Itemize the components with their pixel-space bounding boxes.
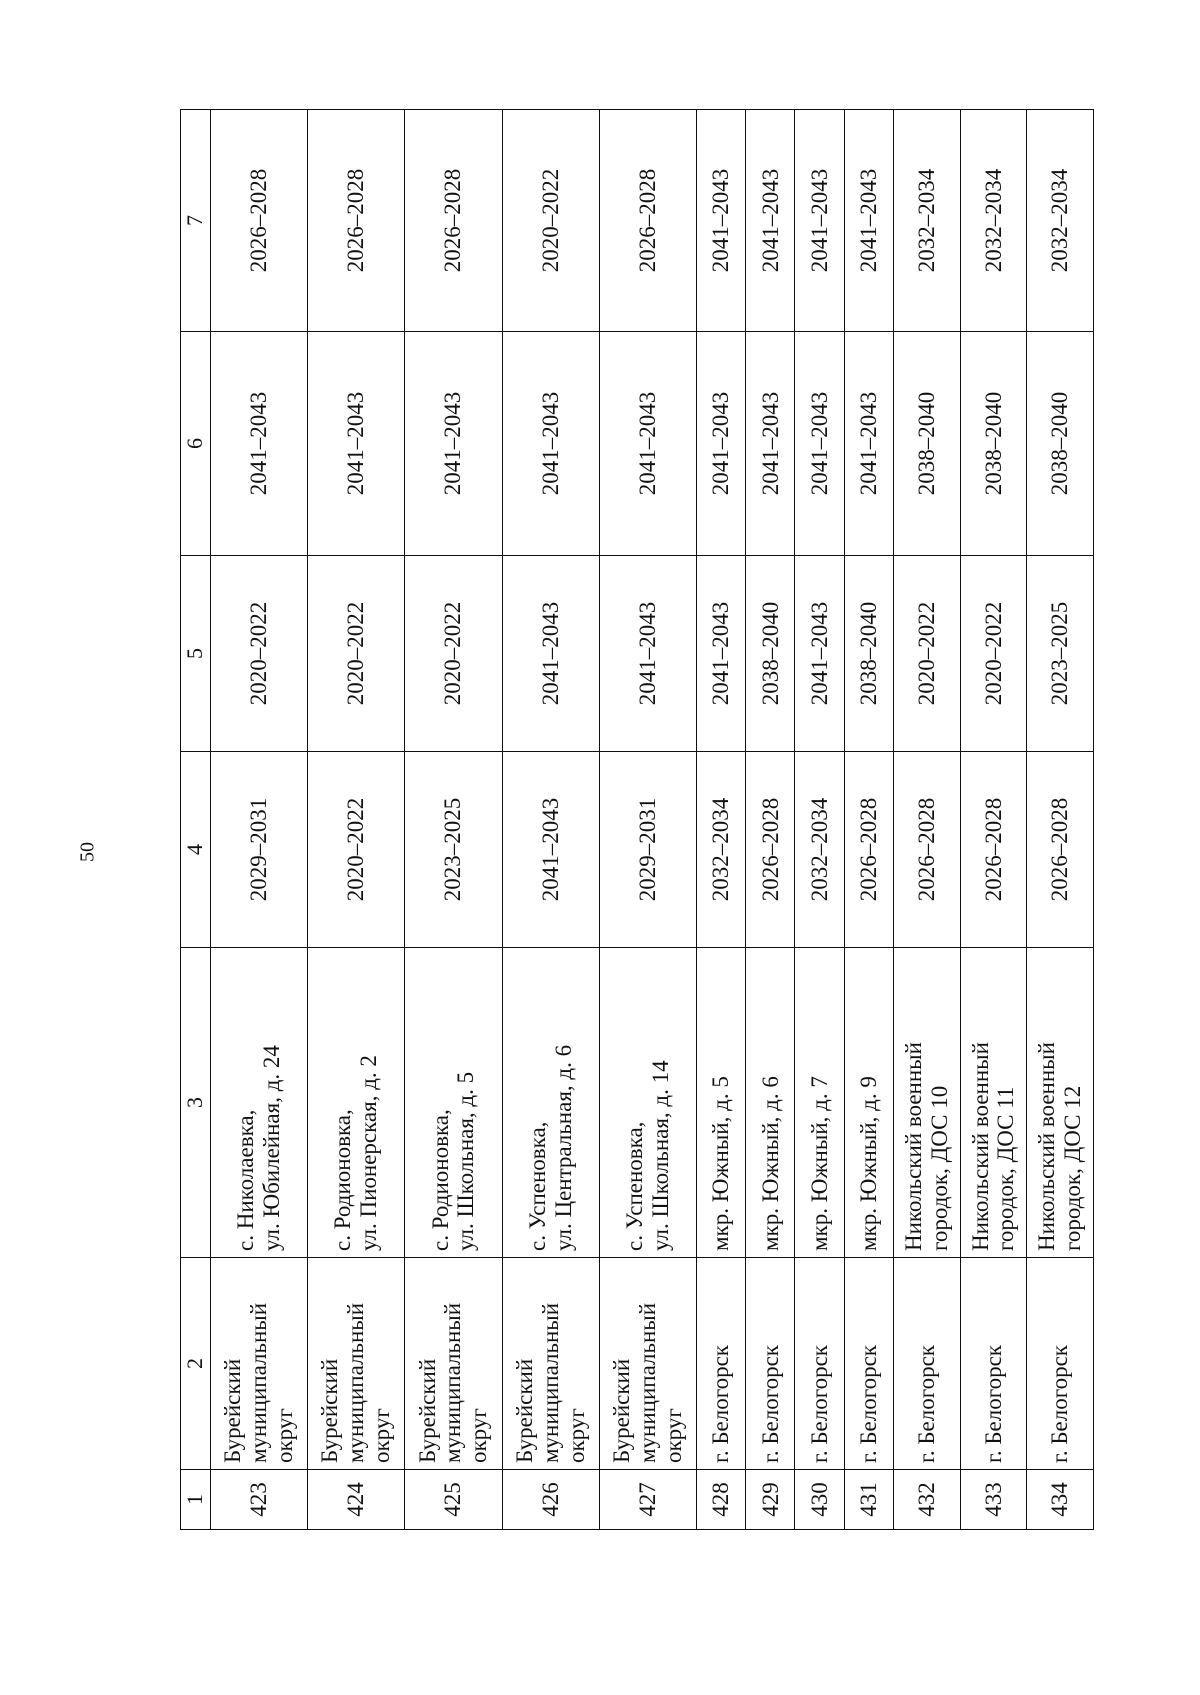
row-number: 431 xyxy=(844,1470,893,1530)
table-row xyxy=(502,110,599,1530)
period-cell-col7: 2032–2034 xyxy=(1027,110,1094,332)
period-cell-col7: 2041–2043 xyxy=(697,110,746,332)
period-cell-col5: 2038–2040 xyxy=(844,556,893,752)
column-number: 5 xyxy=(181,556,211,752)
table-row xyxy=(960,110,1027,1530)
district-cell: Бурейский муниципальный округ xyxy=(307,1258,404,1470)
period-cell-col4: 2023–2025 xyxy=(405,752,502,948)
table-container xyxy=(180,110,1094,1530)
period-cell-col4: 2029–2031 xyxy=(210,752,307,948)
period-cell-col7: 2026–2028 xyxy=(405,110,502,332)
address-cell xyxy=(1027,948,1094,1258)
address-line: мкр. Южный, д. 7 xyxy=(806,1076,832,1251)
row-number: 427 xyxy=(599,1470,696,1530)
address-cell xyxy=(210,948,307,1258)
district-cell: г. Белогорск xyxy=(697,1258,746,1470)
period-cell-col5: 2020–2022 xyxy=(893,556,960,752)
district-cell: Бурейский муниципальный округ xyxy=(502,1258,599,1470)
row-number: 428 xyxy=(697,1470,746,1530)
address-line: Никольский военный xyxy=(1034,1042,1060,1251)
district-cell: г. Белогорск xyxy=(746,1258,795,1470)
period-cell-col4: 2026–2028 xyxy=(746,752,795,948)
period-cell-col7: 2026–2028 xyxy=(210,110,307,332)
row-number: 424 xyxy=(307,1470,404,1530)
period-cell-col5: 2041–2043 xyxy=(599,556,696,752)
address-line: Никольский военный xyxy=(967,1042,993,1251)
column-number-row xyxy=(181,110,211,1530)
address-line: городок, ДОС 11 xyxy=(993,1086,1019,1251)
row-number: 423 xyxy=(210,1470,307,1530)
row-number: 434 xyxy=(1027,1470,1094,1530)
address-line: городок, ДОС 10 xyxy=(926,1085,952,1251)
period-cell-col6: 2041–2043 xyxy=(210,332,307,556)
address-line: с. Успеновка, xyxy=(622,1121,648,1251)
period-cell-col7: 2032–2034 xyxy=(893,110,960,332)
address-cell xyxy=(307,948,404,1258)
address-line: мкр. Южный, д. 5 xyxy=(708,1076,734,1251)
district-cell: Бурейский муниципальный округ xyxy=(405,1258,502,1470)
address-line: городок, ДОС 12 xyxy=(1060,1085,1086,1251)
period-cell-col6: 2041–2043 xyxy=(502,332,599,556)
address-line: ул. Школьная, д. 5 xyxy=(453,1071,479,1251)
column-number: 3 xyxy=(181,948,211,1258)
row-number: 432 xyxy=(893,1470,960,1530)
period-cell-col6: 2041–2043 xyxy=(405,332,502,556)
period-cell-col5: 2023–2025 xyxy=(1027,556,1094,752)
address-line: с. Успеновка, xyxy=(524,1121,550,1251)
schedule-table xyxy=(180,109,1094,1530)
column-number: 1 xyxy=(181,1470,211,1530)
address-cell xyxy=(893,948,960,1258)
period-cell-col4: 2029–2031 xyxy=(599,752,696,948)
address-line: с. Родионовка, xyxy=(427,1109,453,1251)
period-cell-col5: 2020–2022 xyxy=(210,556,307,752)
address-line: ул. Юбилейная, д. 24 xyxy=(258,1045,284,1251)
row-number: 426 xyxy=(502,1470,599,1530)
page-number: 50 xyxy=(76,842,99,862)
address-line: мкр. Южный, д. 6 xyxy=(757,1076,783,1251)
period-cell-col4: 2026–2028 xyxy=(893,752,960,948)
period-cell-col4: 2026–2028 xyxy=(844,752,893,948)
row-number: 433 xyxy=(960,1470,1027,1530)
period-cell-col6: 2041–2043 xyxy=(307,332,404,556)
address-line: с. Родионовка, xyxy=(330,1109,356,1251)
table-row xyxy=(844,110,893,1530)
table-row xyxy=(210,110,307,1530)
district-cell: г. Белогорск xyxy=(844,1258,893,1470)
row-number: 430 xyxy=(795,1470,844,1530)
period-cell-col7: 2041–2043 xyxy=(844,110,893,332)
column-number: 6 xyxy=(181,332,211,556)
district-cell: г. Белогорск xyxy=(1027,1258,1094,1470)
period-cell-col4: 2026–2028 xyxy=(1027,752,1094,948)
period-cell-col5: 2020–2022 xyxy=(960,556,1027,752)
period-cell-col5: 2041–2043 xyxy=(697,556,746,752)
period-cell-col7: 2041–2043 xyxy=(746,110,795,332)
table-row xyxy=(307,110,404,1530)
district-cell: Бурейский муниципальный округ xyxy=(210,1258,307,1470)
period-cell-col6: 2038–2040 xyxy=(960,332,1027,556)
district-cell: г. Белогорск xyxy=(795,1258,844,1470)
address-line: ул. Центральная, д. 6 xyxy=(550,1044,576,1251)
address-line: ул. Школьная, д. 14 xyxy=(647,1060,673,1251)
period-cell-col6: 2041–2043 xyxy=(599,332,696,556)
table-row xyxy=(405,110,502,1530)
address-cell xyxy=(599,948,696,1258)
address-line: с. Николаевка, xyxy=(233,1109,259,1251)
period-cell-col5: 2020–2022 xyxy=(405,556,502,752)
period-cell-col7: 2041–2043 xyxy=(795,110,844,332)
address-cell xyxy=(405,948,502,1258)
period-cell-col6: 2041–2043 xyxy=(746,332,795,556)
period-cell-col4: 2026–2028 xyxy=(960,752,1027,948)
row-number: 429 xyxy=(746,1470,795,1530)
period-cell-col4: 2032–2034 xyxy=(795,752,844,948)
column-number: 4 xyxy=(181,752,211,948)
period-cell-col5: 2041–2043 xyxy=(795,556,844,752)
period-cell-col7: 2026–2028 xyxy=(307,110,404,332)
period-cell-col4: 2020–2022 xyxy=(307,752,404,948)
period-cell-col7: 2032–2034 xyxy=(960,110,1027,332)
table-row xyxy=(893,110,960,1530)
period-cell-col4: 2032–2034 xyxy=(697,752,746,948)
district-cell: г. Белогорск xyxy=(960,1258,1027,1470)
period-cell-col7: 2026–2028 xyxy=(599,110,696,332)
period-cell-col6: 2038–2040 xyxy=(893,332,960,556)
address-cell xyxy=(960,948,1027,1258)
period-cell-col5: 2041–2043 xyxy=(502,556,599,752)
period-cell-col7: 2020–2022 xyxy=(502,110,599,332)
address-line: мкр. Южный, д. 9 xyxy=(855,1076,881,1251)
district-cell: Бурейский муниципальный округ xyxy=(599,1258,696,1470)
period-cell-col6: 2038–2040 xyxy=(1027,332,1094,556)
address-cell xyxy=(502,948,599,1258)
district-cell: г. Белогорск xyxy=(893,1258,960,1470)
address-cell xyxy=(795,948,844,1258)
period-cell-col4: 2041–2043 xyxy=(502,752,599,948)
period-cell-col5: 2020–2022 xyxy=(307,556,404,752)
column-number: 2 xyxy=(181,1258,211,1470)
period-cell-col6: 2041–2043 xyxy=(844,332,893,556)
table-row xyxy=(599,110,696,1530)
period-cell-col5: 2038–2040 xyxy=(746,556,795,752)
table-row xyxy=(697,110,746,1530)
column-number: 7 xyxy=(181,110,211,332)
address-line: ул. Пионерская, д. 2 xyxy=(356,1055,382,1251)
row-number: 425 xyxy=(405,1470,502,1530)
address-cell xyxy=(697,948,746,1258)
period-cell-col6: 2041–2043 xyxy=(795,332,844,556)
address-cell xyxy=(844,948,893,1258)
address-line: Никольский военный xyxy=(900,1042,926,1251)
table-row xyxy=(746,110,795,1530)
period-cell-col6: 2041–2043 xyxy=(697,332,746,556)
address-cell xyxy=(746,948,795,1258)
table-row xyxy=(1027,110,1094,1530)
table-row xyxy=(795,110,844,1530)
